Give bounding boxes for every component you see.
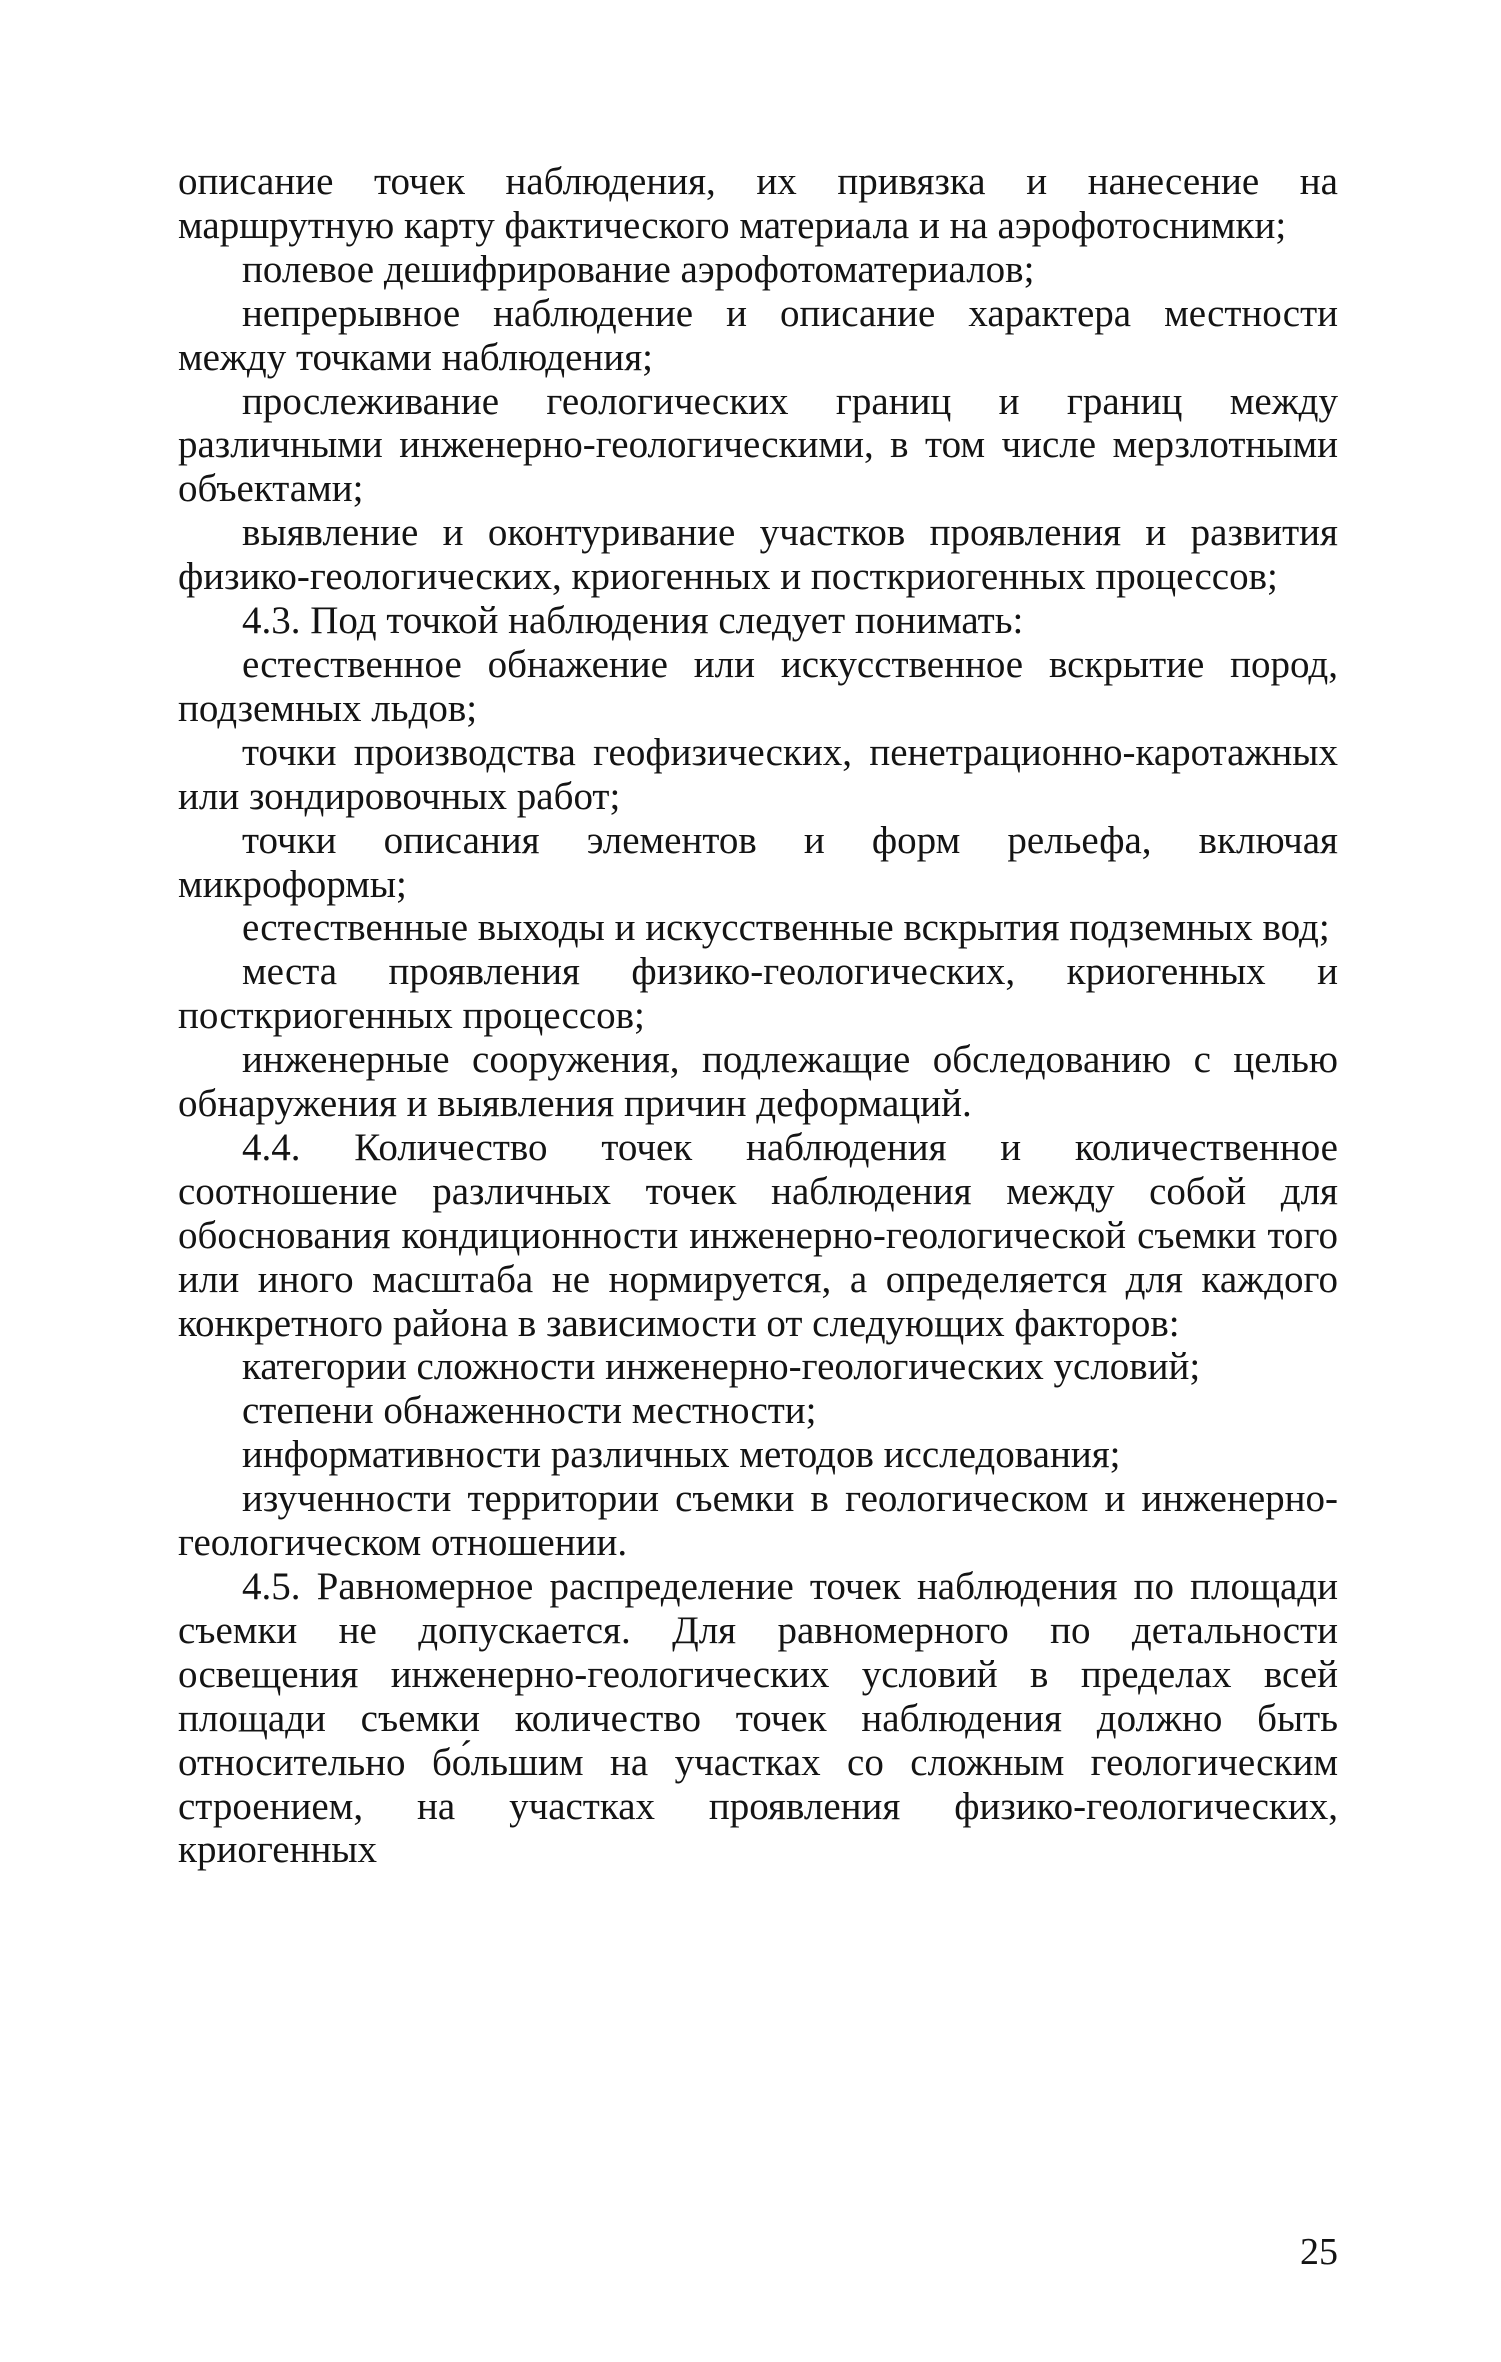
paragraph: непрерывное наблюдение и описание характера местности между точками наблюдения; [178, 291, 1338, 379]
paragraph: естественные выходы и искусственные вскрытия подземных вод; [242, 906, 1330, 950]
section-4-5: 4.5. Равномерное распределение точек наблюдения по площади съемки не допускается. Для равномерного по детальности освещения инженерно-геологических условий в пределах всей площади съемки количество точек наблюдения должно быть относительно бо́льшим на участках со сложным геологическим строением, на участках проявления физико-геологических, криогенных [178, 1565, 1338, 1872]
paragraph: естественное обнажение или искусственное вскрытие пород, подземных льдов; [178, 642, 1338, 730]
page-number: 25 [1300, 2231, 1338, 2273]
section-4-4: 4.4. Количество точек наблюдения и количественное соотношение различных точек наблюдения между собой для обоснования кондиционности инженерно-геологической съемки того или иного масштаба не нормируется, а определяется для каждого конкретного района в зависимости от следующих факторов: [178, 1125, 1338, 1345]
paragraph: места проявления физико-геологических, криогенных и посткриогенных процессов; [178, 950, 1338, 1038]
paragraph: описание точек наблюдения, их привязка и нанесение на маршрутную карту фактического материала и на аэрофотоснимки; [178, 160, 1338, 247]
document-page [178, 160, 1338, 2310]
paragraph: изученности территории съемки в геологическом и инженерно-геологическом отношении. [178, 1477, 1338, 1565]
paragraph: категории сложности инженерно-геологических условий; [242, 1345, 1201, 1389]
paragraph: прослеживание геологических границ и границ между различными инженерно-геологическими, в том числе мерзлотными объектами; [178, 379, 1338, 511]
section-heading-4-3: 4.3. Под точкой наблюдения следует понимать: [242, 599, 1024, 643]
paragraph: точки производства геофизических, пенетрационно-каротажных или зондировочных работ; [178, 730, 1338, 818]
paragraph: выявление и оконтуривание участков проявления и развития физико-геологических, криогенных и посткриогенных процессов; [178, 511, 1338, 599]
paragraph: информативности различных методов исследования; [242, 1433, 1121, 1477]
paragraph: точки описания элементов и форм рельефа, включая микроформы; [178, 818, 1338, 906]
paragraph: степени обнаженности местности; [242, 1389, 817, 1433]
paragraph: инженерные сооружения, подлежащие обследованию с целью обнаружения и выявления причин деформаций. [178, 1038, 1338, 1126]
paragraph: полевое дешифрирование аэрофотоматериалов; [242, 247, 1035, 291]
